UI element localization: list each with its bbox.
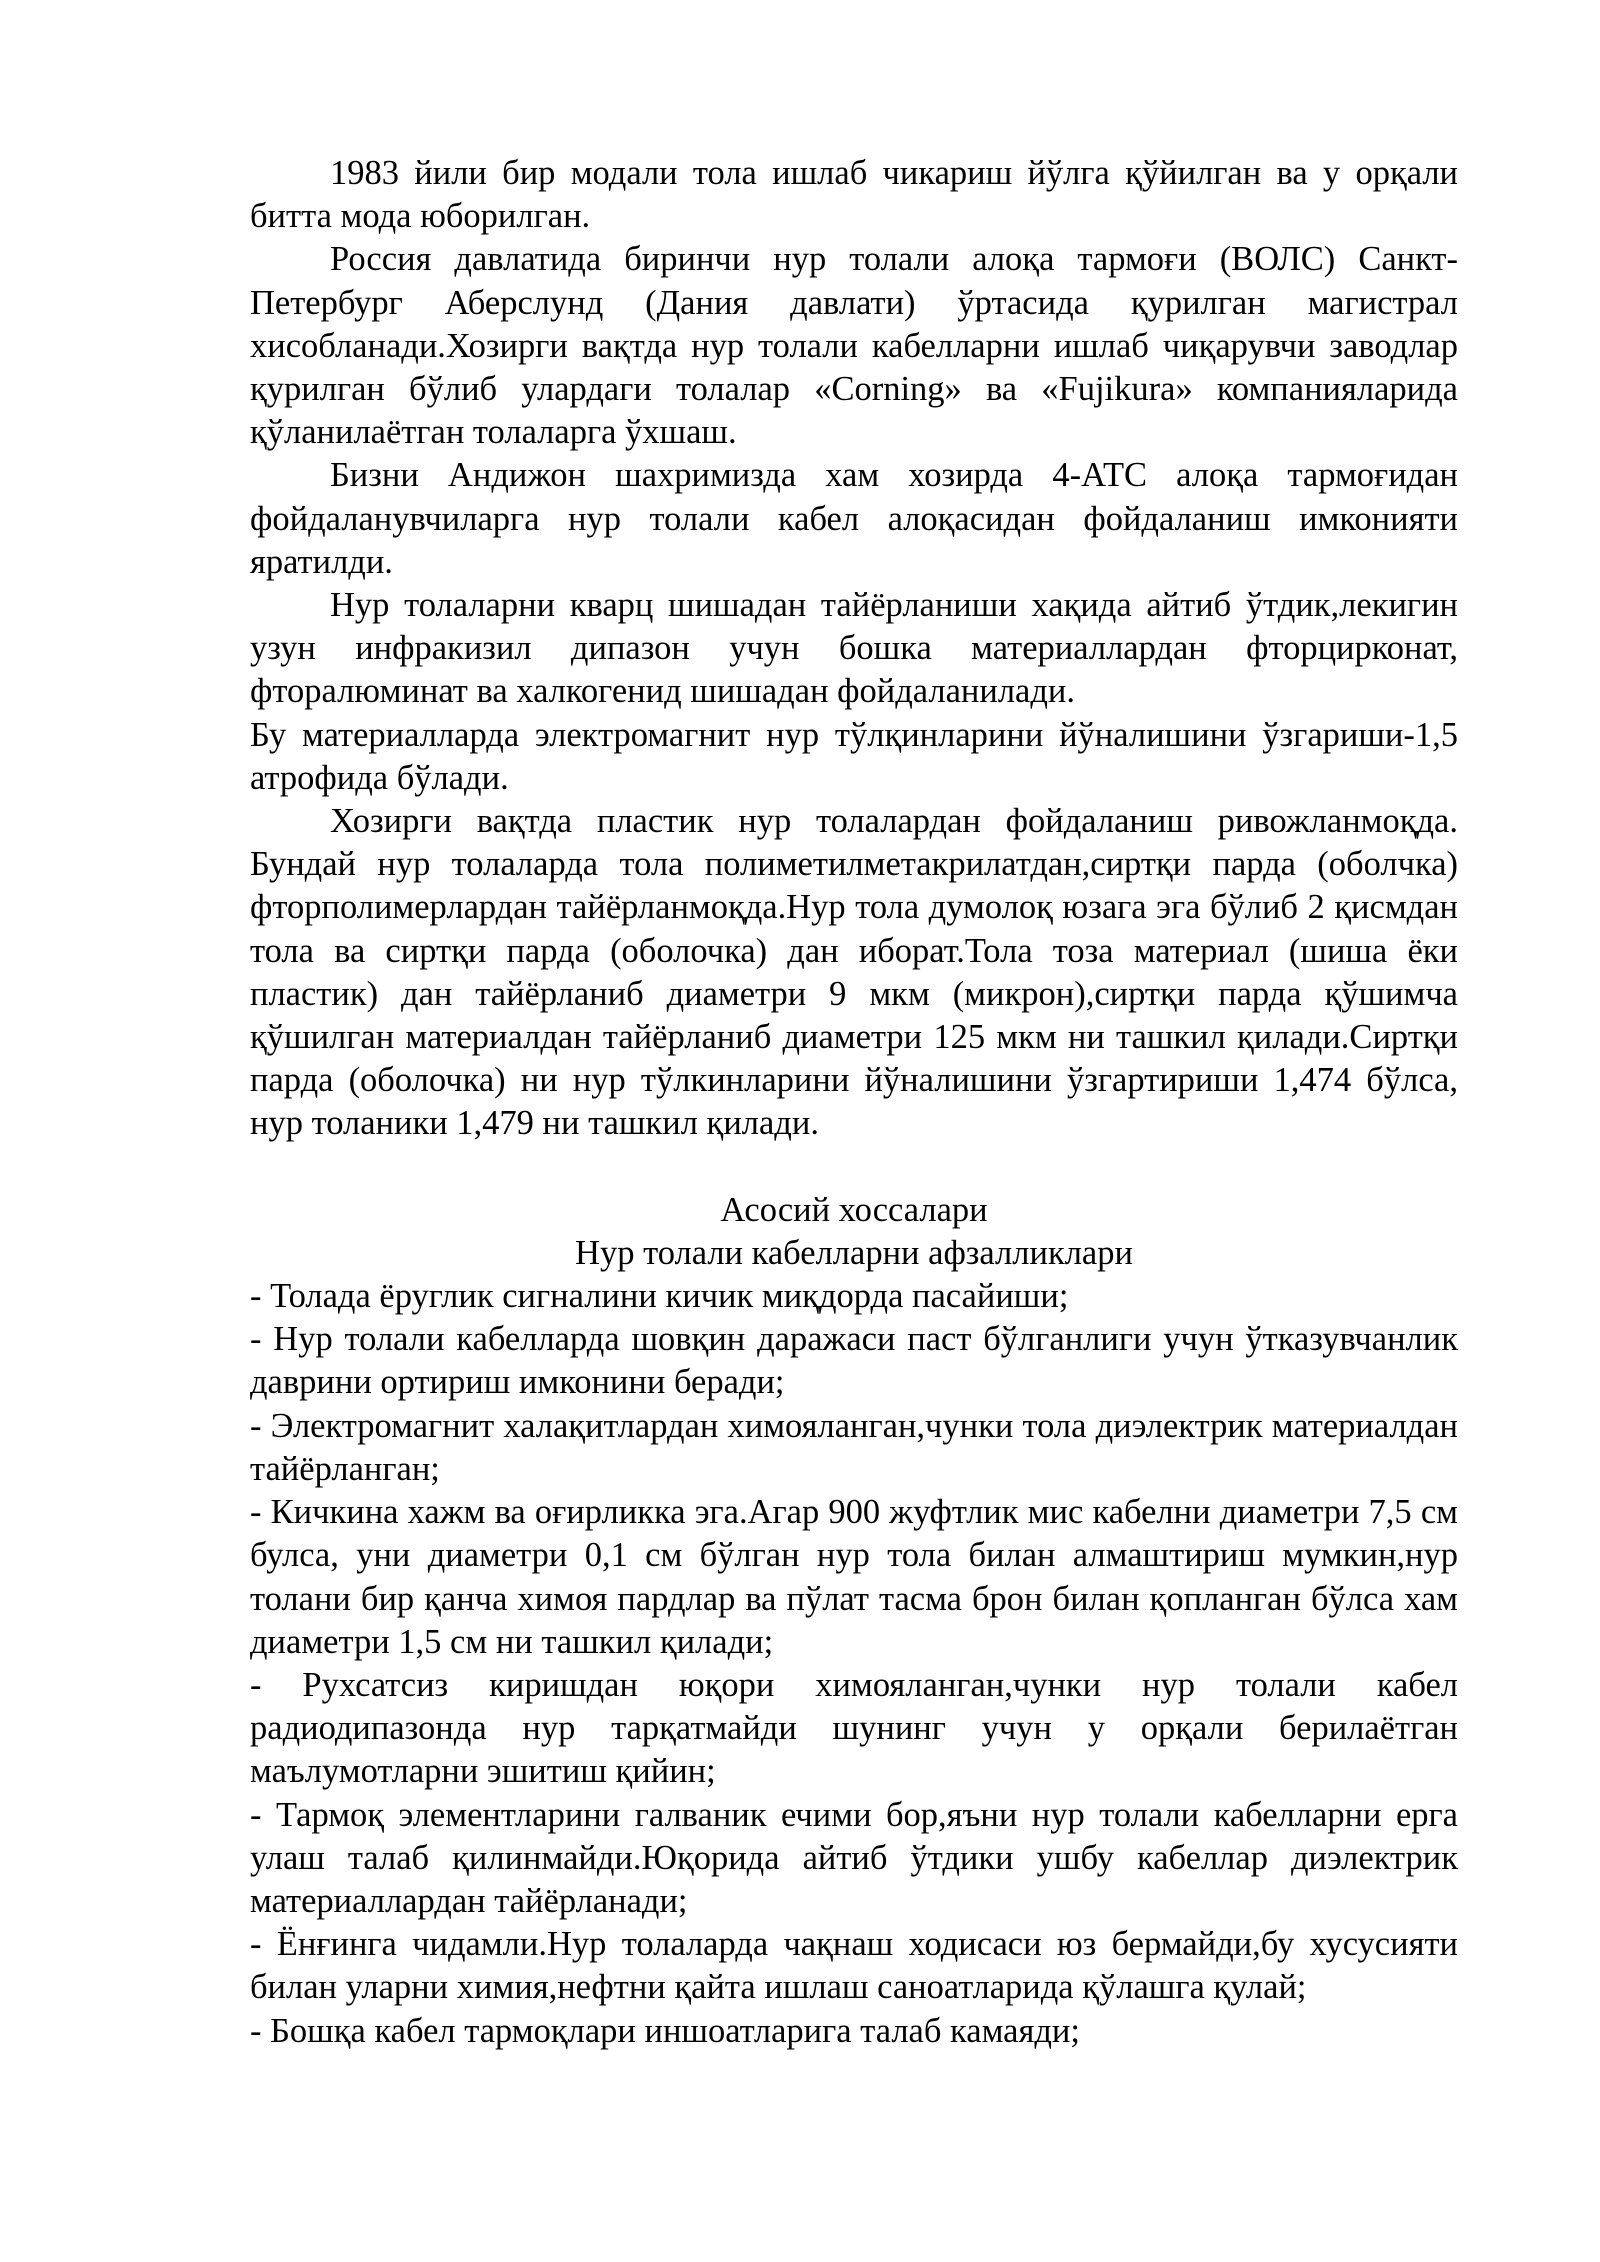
section-heading: Асосий хоссалари — [720, 1190, 988, 1229]
list-item: - Электромагнит халақитлардан химояланган,чунки тола диэлектрик материалдан тайёрланган; — [250, 1406, 1458, 1488]
advantages-list — [250, 1275, 1458, 2053]
list-item: - Рухсатсиз киришдан юқори химояланган,чунки нур толали кабел радиодипазонда нур тарқатмайди шунинг учун у орқали берилаётган маълумотларни эшитиш қийин; — [250, 1665, 1458, 1791]
list-item: - Нур толали кабелларда шовқин даражаси паст бўлганлиги учун ўтказувчанлик даврини ортириш имконини беради; — [250, 1320, 1458, 1402]
list-item: - Ёнғинга чидамли.Нур толаларда чақнаш ходисаси юз бермайди,бу хусусияти билан уларни химия,нефтни қайта ишлаш саноатларида қўлашга қулай; — [250, 1925, 1458, 2007]
paragraph-plastic-fiber: Хозирги вақтда пластик нур толалардан фойдаланиш ривожланмоқда. Бундай нур толаларда тола полиметилметакрилатдан,сиртқи парда (оболчка) фторполимерлардан тайёрланмоқда.Нур тола думолоқ юзага эга бўлиб 2 қисмдан тола ва сиртқи парда (оболочка) дан иборат.Тола тоза материал (шиша ёки пластик) дан тайёрланиб диаметри 9 мкм (микрон),сиртқи парда қўшимча қўшилган материалдан тайёрланиб диаметри 125 мкм ни ташкил қилади.Сиртқи парда (оболочка) ни нур тўлкинларини йўналишини ўзгартириши 1,474 бўлса, нур толаники 1,479 ни ташкил қилади. — [250, 802, 1458, 1143]
paragraph-andijan-network: Бизни Андижон шахримизда хам хозирда 4-АТС алоқа тармоғидан фойдаланувчиларга нур толали кабел алоқасидан фойдаланиш имконияти яратилди. — [250, 456, 1458, 581]
section-spacer — [250, 1146, 1458, 1189]
list-item: - Толада ёруглик сигналини кичик миқдорда пасайиши; — [250, 1277, 1069, 1316]
paragraph-single-mode-fiber: 1983 йили бир модали тола ишлаб чикариш йўлга қўйилган ва у орқали битта мода юборилган. — [250, 154, 1458, 236]
list-item: - Бошқа кабел тармоқлари иншоатларига талаб камаяди; — [250, 2011, 1080, 2050]
section-subheading: Нур толали кабелларни афзалликлари — [575, 1233, 1133, 1272]
paragraph-russia-fiber-line: Россия давлатида биринчи нур толали алоқа тармоғи (ВОЛС) Санкт-Петербург Аберслунд (Дания давлати) ўртасида қурилган магистрал хисобланади.Хозирги вақтда нур толали кабелларни ишлаб чиқарувчи заводлар қурилган бўлиб улардаги толалар «Corning» ва «Fujikura» компанияларида қўланилаётган толаларга ўхшаш. — [250, 240, 1458, 452]
list-item: - Тармоқ элементларини галваник ечими бор,яъни нур толали кабелларни ерга улаш талаб қилинмайди.Юқорида айтиб ўтдики ушбу кабеллар диэлектрик материаллардан тайёрланади; — [250, 1795, 1458, 1920]
list-item: - Кичкина хажм ва оғирликка эга.Агар 900 жуфтлик мис кабелни диаметри 7,5 см булса, уни диаметри 0,1 см бўлган нур тола билан алмаштириш мумкин,нур толани бир қанча химоя пардлар ва пўлат тасма брон билан қопланган бўлса хам диаметри 1,5 см ни ташкил қилади; — [250, 1493, 1458, 1661]
paragraph-refraction-change: Бу материалларда электромагнит нур тўлқинларини йўналишини ўзгариши-1,5 атрофида бўлади. — [250, 715, 1458, 797]
paragraph-fiber-materials: Нур толаларни кварц шишадан тайёрланиши хақида айтиб ўтдик,лекигин узун инфракизил дипазон учун бошка материаллардан фторцирконат, фторалюминат ва халкогенид шишадан фойдаланилади. — [250, 586, 1458, 711]
